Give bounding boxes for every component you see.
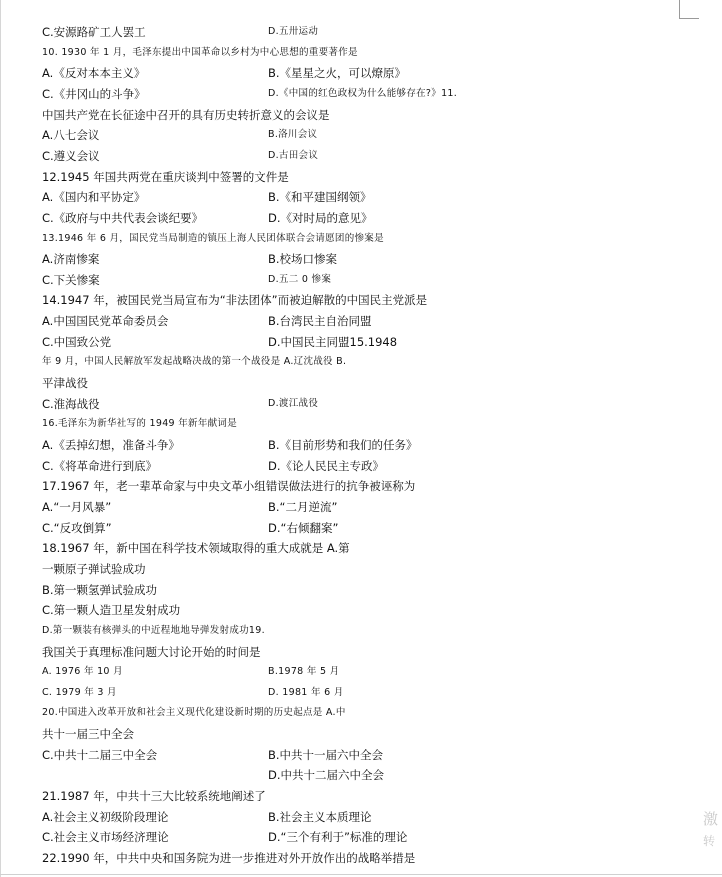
option-left: C.社会主义市场经济理论 — [42, 830, 169, 845]
text-line — [0, 703, 722, 723]
option-right: D. 1981 年 6 月 — [268, 686, 344, 698]
option-row — [0, 270, 722, 290]
option-left: A.中国国民党革命委员会 — [42, 314, 169, 329]
option-left: C.安源路矿工人罢工 — [42, 25, 146, 39]
line-text: 20.中国进入改革开放和社会主义现代化建设新时期的历史起点是 A.中 — [42, 707, 346, 719]
line-text: 我国关于真理标准问题大讨论开始的时间是 — [42, 644, 261, 659]
watermark-line-1: 激 — [703, 810, 719, 828]
option-row — [0, 146, 722, 166]
line-text: 12.1945 年国共两党在重庆谈判中签署的文件是 — [42, 169, 289, 184]
option-row — [0, 249, 722, 269]
option-row — [0, 435, 722, 455]
option-row — [0, 745, 722, 765]
option-row — [0, 22, 722, 42]
option-left: C.中共十二届三中全会 — [42, 747, 158, 762]
option-left: A.《丢掉幻想，准备斗争》 — [42, 438, 180, 452]
line-text: C.第一颗人造卫星发射成功 — [42, 603, 181, 618]
text-line — [0, 414, 722, 434]
option-left: C.淮海战役 — [42, 396, 100, 411]
option-row — [0, 827, 722, 847]
watermark-line-2: 转 — [703, 834, 716, 848]
option-left: A.八七会议 — [42, 128, 100, 143]
text-line — [0, 290, 722, 310]
option-left: C.遵义会议 — [42, 148, 100, 163]
option-right: B.《星星之火，可以燎原》 — [268, 66, 407, 81]
line-text: 21.1987 年，中共十三大比较系统地阐述了 — [42, 789, 266, 804]
text-line — [0, 229, 722, 249]
option-row — [0, 497, 722, 517]
option-right: D.《论人民民主专政》 — [268, 458, 385, 473]
option-right: B.《目前形势和我们的任务》 — [268, 438, 418, 452]
text-line — [0, 848, 722, 868]
text-line — [0, 786, 722, 806]
text-line — [0, 621, 722, 641]
option-row — [0, 63, 722, 83]
option-row — [0, 807, 722, 827]
option-right: B.社会主义本质理论 — [268, 809, 372, 824]
option-right: D.中共十二届六中全会 — [268, 768, 385, 783]
text-line — [0, 167, 722, 187]
option-row — [0, 683, 722, 703]
text-line — [0, 642, 722, 662]
option-right: B.台湾民主自治同盟 — [268, 314, 372, 329]
option-right: B.《和平建国纲领》 — [268, 190, 372, 205]
line-text: 共十一届三中全会 — [42, 727, 134, 742]
line-text: 中国共产党在长征途中召开的具有历史转折意义的会议是 — [42, 107, 330, 122]
option-left: C. 1979 年 3 月 — [42, 686, 117, 698]
option-row — [0, 187, 722, 207]
text-line — [0, 600, 722, 620]
option-left: C.“反攻倒算” — [42, 520, 112, 535]
option-left: A.济南惨案 — [42, 252, 100, 267]
line-text: 10. 1930 年 1 月，毛泽东提出中国革命以乡村为中心思想的重要著作是 — [42, 46, 358, 58]
option-right: B.1978 年 5 月 — [268, 666, 340, 678]
option-right: D.“右倾翻案” — [268, 520, 339, 535]
text-line — [0, 559, 722, 579]
text-line — [0, 373, 722, 393]
option-right: D.“三个有利于”标准的理论 — [268, 830, 408, 845]
option-right: B.“二月逆流” — [268, 499, 338, 514]
option-right: D.中国民主同盟15.1948 — [268, 334, 398, 349]
text-line — [0, 724, 722, 744]
line-text: 22.1990 年，中共中央和国务院为进一步推进对外开放作出的战略举措是 — [42, 851, 416, 865]
option-right: B.中共十一届六中全会 — [268, 747, 384, 762]
option-row — [0, 518, 722, 538]
option-left: A.《国内和平协定》 — [42, 190, 146, 205]
text-line — [0, 105, 722, 125]
text-line — [0, 580, 722, 600]
option-left: A. 1976 年 10 月 — [42, 666, 123, 678]
option-left: C.《井冈山的斗争》 — [42, 86, 146, 101]
option-row — [0, 456, 722, 476]
text-line — [0, 352, 722, 372]
line-text: 一颗原子弹试验成功 — [42, 561, 146, 576]
option-right: D.《对时局的意见》 — [268, 210, 373, 225]
option-left: C.下关惨案 — [42, 272, 100, 287]
option-row — [0, 332, 722, 352]
line-text: 17.1967 年，老一辈革命家与中央文革小组错误做法进行的抗争被诬称为 — [42, 479, 416, 494]
option-left: A.《反对本本主义》 — [42, 66, 146, 81]
line-text: 14.1947 年，被国民党当局宣布为“非法团体”而被迫解散的中国民主党派是 — [42, 293, 428, 308]
option-row — [0, 662, 722, 682]
line-text: D.第一颗装有核弹头的中近程地地导弹发射成功19. — [42, 624, 265, 636]
option-row — [0, 765, 722, 785]
line-text: B.第一颗氢弹试验成功 — [42, 582, 158, 597]
option-right: D.古田会议 — [268, 149, 319, 161]
line-text: 16.毛泽东为新华社写的 1949 年新年献词是 — [42, 418, 238, 430]
line-text: 18.1967 年，新中国在科学技术领域取得的重大成就是 A.第 — [42, 541, 350, 556]
option-left: C.《政府与中共代表会谈纪要》 — [42, 210, 204, 225]
option-left: A.社会主义初级阶段理论 — [42, 809, 169, 824]
text-line — [0, 538, 722, 558]
option-row — [0, 208, 722, 228]
option-left: A.“一月风暴” — [42, 499, 112, 514]
line-text: 13.1946 年 6 月，国民党当局制造的镇压上海人民团体联合会请愿团的惨案是 — [42, 232, 384, 244]
option-row — [0, 125, 722, 145]
option-right: B.洛川会议 — [268, 129, 318, 141]
option-left: C.中国致公党 — [42, 334, 112, 349]
line-text: 年 9 月，中国人民解放军发起战略决战的第一个战役是 A.辽沈战役 B. — [42, 356, 347, 368]
option-right: D.五二 0 惨案 — [268, 273, 332, 285]
text-line — [0, 43, 722, 63]
option-right: B.校场口惨案 — [268, 252, 338, 267]
option-row — [0, 311, 722, 331]
option-row — [0, 394, 722, 414]
option-right: D.五卅运动 — [268, 26, 319, 37]
text-line — [0, 476, 722, 496]
option-right: D.渡江战役 — [268, 397, 319, 409]
line-text: 平津战役 — [42, 376, 88, 391]
option-left: C.《将革命进行到底》 — [42, 458, 158, 473]
option-right: D.《中国的红色政权为什么能够存在?》11. — [268, 87, 458, 99]
option-row — [0, 84, 722, 104]
